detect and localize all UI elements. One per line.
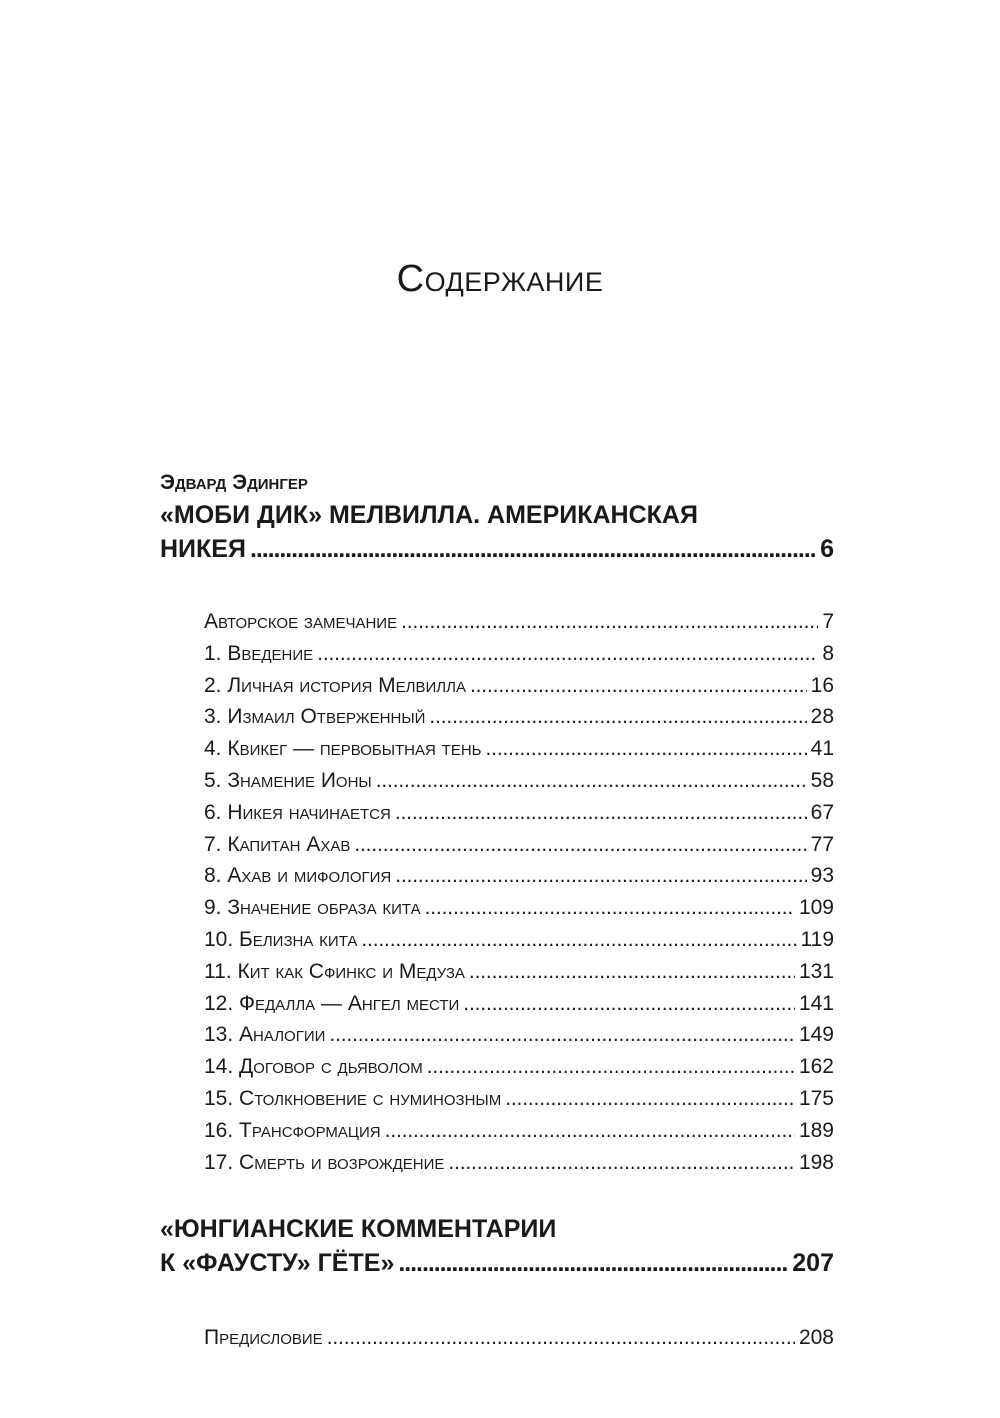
dot-leader bbox=[250, 532, 816, 566]
chapter-page: 141 bbox=[798, 991, 834, 1015]
chapter-entry[interactable] bbox=[204, 892, 834, 924]
chapter-page: 175 bbox=[798, 1086, 834, 1110]
dot-leader bbox=[448, 1147, 795, 1179]
dot-leader bbox=[505, 1083, 795, 1115]
chapter-page: 198 bbox=[798, 1150, 834, 1174]
dot-leader bbox=[395, 860, 806, 892]
chapter-label: 4. Квикег — первобытная тень bbox=[204, 737, 482, 761]
book1-page: 6 bbox=[820, 535, 834, 563]
book1-title-line2: НИКЕЯ bbox=[160, 535, 246, 563]
chapter-entry[interactable] bbox=[204, 733, 834, 765]
chapter-label: Предисловие bbox=[204, 1326, 323, 1350]
dot-leader bbox=[469, 956, 795, 988]
dot-leader bbox=[329, 1019, 795, 1051]
dot-leader bbox=[429, 701, 806, 733]
chapter-page: 28 bbox=[810, 705, 834, 729]
book2-title-line2: К «ФАУСТУ» ГЁТЕ» bbox=[160, 1249, 395, 1278]
table-of-contents bbox=[160, 468, 834, 1354]
chapter-entry[interactable] bbox=[204, 1083, 834, 1115]
dot-leader bbox=[486, 733, 807, 765]
chapter-page: 131 bbox=[798, 959, 834, 983]
chapter-label: 5. Знамение Ионы bbox=[204, 768, 372, 792]
book1-author: Эдвард Эдингер bbox=[160, 471, 308, 494]
chapter-page: 162 bbox=[798, 1055, 834, 1079]
chapter-entry[interactable] bbox=[204, 924, 834, 956]
chapter-label: 15. Столкновение с нуминозным bbox=[204, 1086, 502, 1110]
book2-title-line1: «ЮНГИАНСКИЕ КОММЕНТАРИИ bbox=[160, 1215, 557, 1244]
book1-title-line1: «МОБИ ДИК» МЕЛВИЛЛА. АМЕРИКАНСКАЯ bbox=[160, 501, 698, 529]
chapter-entry[interactable] bbox=[204, 1115, 834, 1147]
page-title: Содержание bbox=[396, 258, 604, 300]
book1-chapter-list bbox=[160, 606, 834, 1178]
chapter-page: 93 bbox=[810, 864, 834, 888]
chapter-label: 2. Личная история Мелвилла bbox=[204, 673, 466, 697]
chapter-entry[interactable] bbox=[204, 797, 834, 829]
chapter-label: 1. Введение bbox=[204, 641, 314, 665]
chapter-entry[interactable] bbox=[204, 1322, 834, 1354]
chapter-label: 12. Федалла — Ангел мести bbox=[204, 991, 460, 1015]
dot-leader bbox=[327, 1322, 795, 1354]
dot-leader bbox=[425, 892, 795, 924]
chapter-label: 10. Белизна кита bbox=[204, 927, 358, 951]
chapter-label: 9. Значение образа кита bbox=[204, 896, 421, 920]
chapter-entry[interactable] bbox=[204, 829, 834, 861]
chapter-page: 149 bbox=[798, 1023, 834, 1047]
dot-leader bbox=[398, 1246, 788, 1280]
chapter-entry[interactable] bbox=[204, 670, 834, 702]
chapter-entry[interactable] bbox=[204, 1051, 834, 1083]
chapter-label: 3. Измаил Отверженный bbox=[204, 705, 426, 729]
chapter-page: 119 bbox=[800, 927, 834, 951]
book2-page: 207 bbox=[792, 1249, 834, 1278]
dot-leader bbox=[376, 765, 807, 797]
chapter-entry[interactable] bbox=[204, 860, 834, 892]
chapter-page: 7 bbox=[822, 610, 834, 633]
book2-section bbox=[160, 1212, 834, 1354]
chapter-entry[interactable] bbox=[204, 988, 834, 1020]
chapter-page: 77 bbox=[810, 832, 834, 856]
chapter-entry[interactable] bbox=[204, 701, 834, 733]
chapter-label: 11. Кит как Сфинкс и Медуза bbox=[204, 959, 465, 983]
dot-leader bbox=[395, 797, 807, 829]
chapter-page: 41 bbox=[810, 737, 834, 761]
dot-leader bbox=[317, 638, 818, 670]
chapter-label: 6. Никея начинается bbox=[204, 800, 391, 824]
chapter-label: 8. Ахав и мифология bbox=[204, 864, 392, 888]
chapter-page: 208 bbox=[798, 1326, 834, 1350]
dot-leader bbox=[427, 1051, 795, 1083]
chapter-entry[interactable] bbox=[204, 606, 834, 638]
chapter-entry[interactable] bbox=[204, 1147, 834, 1179]
chapter-label: Авторское замечание bbox=[204, 610, 398, 633]
dot-leader bbox=[354, 829, 806, 861]
book1-entry[interactable] bbox=[160, 532, 834, 566]
book2-entry[interactable] bbox=[160, 1246, 834, 1280]
chapter-label: 16. Трансформация bbox=[204, 1118, 381, 1142]
chapter-label: 13. Аналогии bbox=[204, 1023, 326, 1047]
chapter-label: 17. Смерть и возрождение bbox=[204, 1150, 445, 1174]
chapter-page: 189 bbox=[798, 1118, 834, 1142]
book2-chapter-list bbox=[160, 1322, 834, 1354]
chapter-entry[interactable] bbox=[204, 1019, 834, 1051]
chapter-page: 16 bbox=[810, 673, 834, 697]
chapter-label: 7. Капитан Ахав bbox=[204, 832, 351, 856]
chapter-page: 67 bbox=[810, 800, 834, 824]
dot-leader bbox=[463, 988, 795, 1020]
chapter-entry[interactable] bbox=[204, 956, 834, 988]
chapter-page: 109 bbox=[798, 896, 834, 920]
dot-leader bbox=[470, 670, 807, 702]
book1-section bbox=[160, 468, 834, 1178]
chapter-label: 14. Договор с дьяволом bbox=[204, 1055, 423, 1079]
chapter-page: 8 bbox=[822, 641, 834, 665]
chapter-entry[interactable] bbox=[204, 638, 834, 670]
chapter-page: 58 bbox=[810, 768, 834, 792]
chapter-entry[interactable] bbox=[204, 765, 834, 797]
dot-leader bbox=[401, 606, 818, 638]
dot-leader bbox=[361, 924, 796, 956]
dot-leader bbox=[385, 1115, 795, 1147]
